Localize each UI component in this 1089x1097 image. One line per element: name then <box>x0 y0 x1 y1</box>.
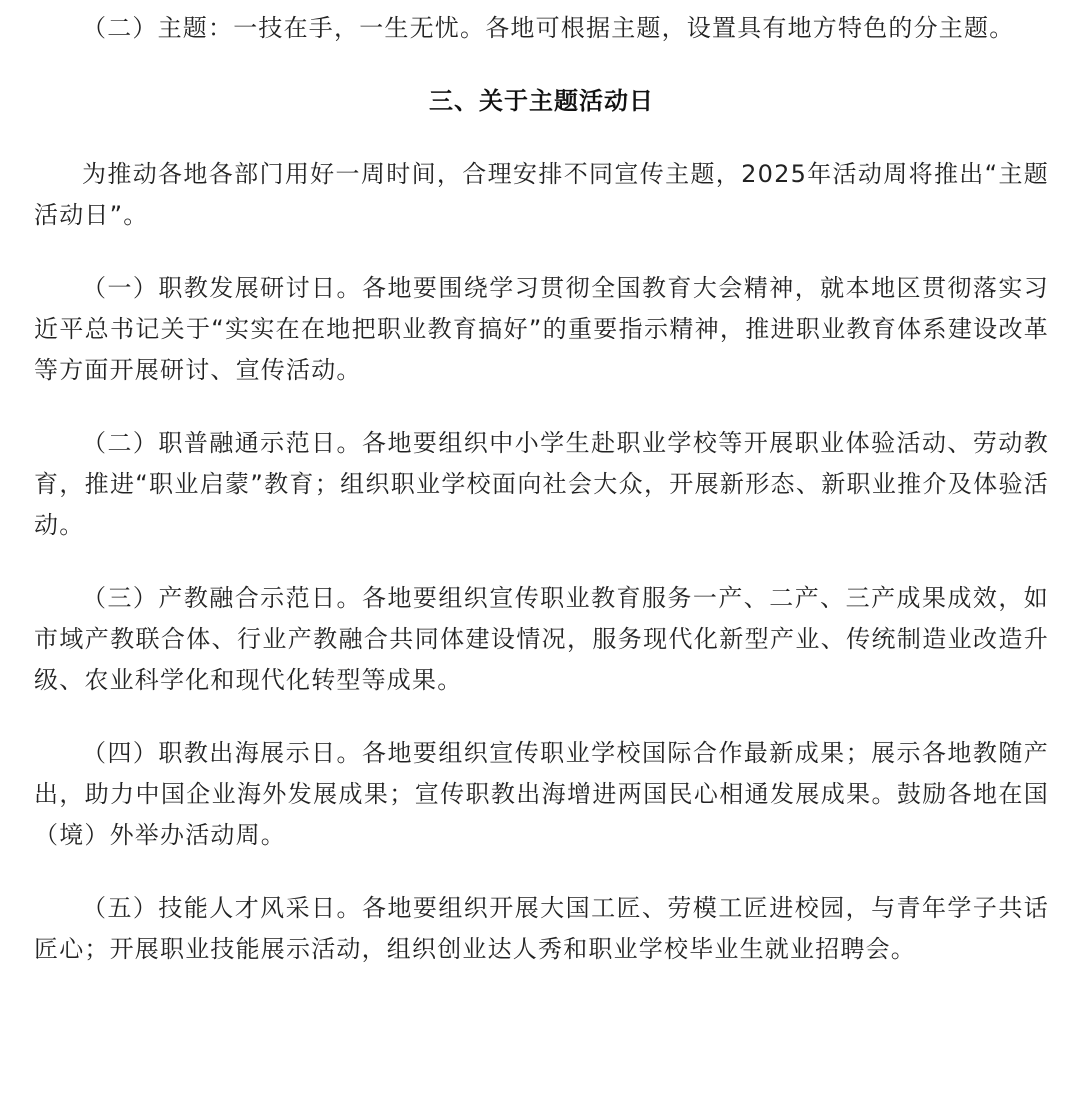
section-heading: 三、关于主题活动日 <box>429 87 654 115</box>
paragraph-item-5: （五）技能人才风采日。各地要组织开展大国工匠、劳模工匠进校园，与青年学子共话匠心；开展职业技能展示活动，组织创业达人秀和职业学校毕业生就业招聘会。 <box>34 894 1049 963</box>
paragraph-spacer <box>34 856 1049 888</box>
paragraph-theme: （二）主题：一技在手，一生无忧。各地可根据主题，设置具有地方特色的分主题。 <box>82 14 1015 42</box>
paragraph-item-3: （三）产教融合示范日。各地要组织宣传职业教育服务一产、二产、三产成果成效，如市域产教联合体、行业产教融合共同体建设情况，服务现代化新型产业、传统制造业改造升级、农业科学化和现代化转型等成果。 <box>34 584 1049 694</box>
paragraph-spacer <box>34 546 1049 578</box>
paragraph-spacer <box>34 49 1049 81</box>
paragraph-spacer <box>34 122 1049 154</box>
document-body <box>34 8 1049 970</box>
paragraph-spacer <box>34 391 1049 423</box>
paragraph-item-2: （二）职普融通示范日。各地要组织中小学生赴职业学校等开展职业体验活动、劳动教育，推进“职业启蒙”教育；组织职业学校面向社会大众，开展新形态、新职业推介及体验活动。 <box>34 429 1049 539</box>
paragraph-intro: 为推动各地各部门用好一周时间，合理安排不同宣传主题，2025年活动周将推出“主题活动日”。 <box>34 160 1049 229</box>
paragraph-item-4: （四）职教出海展示日。各地要组织宣传职业学校国际合作最新成果；展示各地教随产出，助力中国企业海外发展成果；宣传职教出海增进两国民心相通发展成果。鼓励各地在国（境）外举办活动周。 <box>34 739 1049 849</box>
paragraph-item-1: （一）职教发展研讨日。各地要围绕学习贯彻全国教育大会精神，就本地区贯彻落实习近平总书记关于“实实在在地把职业教育搞好”的重要指示精神，推进职业教育体系建设改革等方面开展研讨、宣传活动。 <box>34 274 1049 384</box>
paragraph-spacer <box>34 236 1049 268</box>
paragraph-spacer <box>34 701 1049 733</box>
